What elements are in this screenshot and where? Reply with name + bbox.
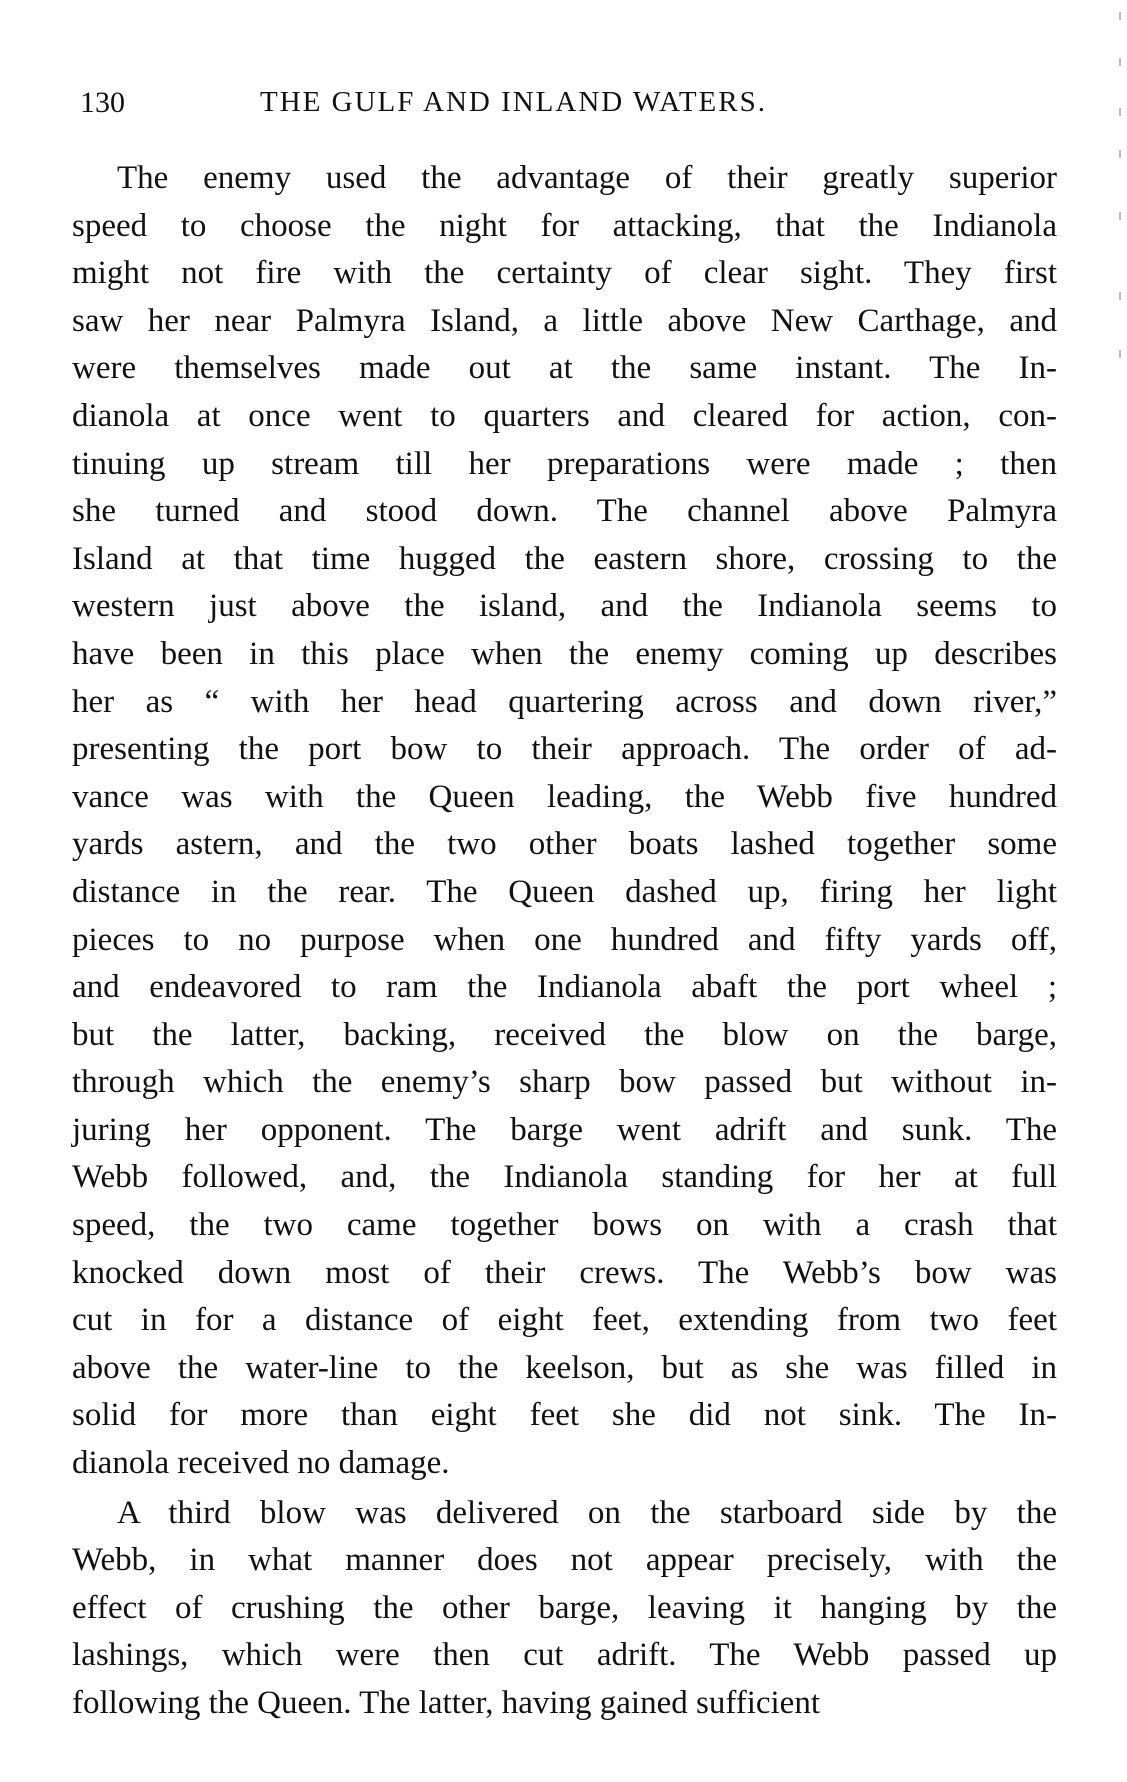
text-line: were themselves made out at the same instant. The In-: [72, 350, 1057, 387]
text-line: lashings, which were then cut adrift. The Webb passed up: [72, 1637, 1057, 1674]
paragraph-2: [72, 1490, 1057, 1728]
text-line: but the latter, backing, received the blow on the barge,: [72, 1016, 1057, 1053]
text-line: above the water-line to the keelson, but as she was filled in: [72, 1349, 1057, 1386]
text-line: dianola at once went to quarters and cleared for action, con-: [72, 397, 1057, 434]
text-line: and endeavored to ram the Indianola abaft the port wheel ;: [72, 969, 1057, 1006]
text-line: presenting the port bow to their approach. The order of ad-: [72, 731, 1057, 768]
text-line: she turned and stood down. The channel above Palmyra: [72, 493, 1057, 530]
page-number: 130: [80, 86, 125, 119]
text-line: effect of crushing the other barge, leaving it hanging by the: [72, 1589, 1057, 1626]
text-line: following the Queen. The latter, having gained sufficient: [72, 1685, 820, 1721]
text-line: speed to choose the night for attacking, that the Indianola: [72, 207, 1057, 244]
text-line: vance was with the Queen leading, the Webb five hundred: [72, 778, 1057, 815]
text-line: Island at that time hugged the eastern shore, crossing to the: [72, 540, 1057, 577]
text-line: tinuing up stream till her preparations were made ; then: [72, 445, 1057, 482]
text-line: pieces to no purpose when one hundred and fifty yards off,: [72, 921, 1057, 958]
page-edge-marks: [1115, 0, 1121, 1782]
text-line: The enemy used the advantage of their greatly superior: [117, 160, 1057, 196]
text-line: distance in the rear. The Queen dashed up, firing her light: [72, 873, 1057, 910]
text-line: through which the enemy’s sharp bow passed but without in-: [72, 1064, 1057, 1101]
text-line: cut in for a distance of eight feet, extending from two feet: [72, 1302, 1057, 1339]
text-line: juring her opponent. The barge went adrift and sunk. The: [72, 1111, 1057, 1148]
paragraph-1: [72, 155, 1057, 1488]
text-line: speed, the two came together bows on with a crash that: [72, 1207, 1057, 1244]
text-line: might not fire with the certainty of clear sight. They first: [72, 255, 1057, 292]
text-line: saw her near Palmyra Island, a little above New Carthage, and: [72, 302, 1057, 339]
text-line: have been in this place when the enemy coming up describes: [72, 635, 1057, 672]
running-title: THE GULF AND INLAND WATERS.: [260, 86, 767, 118]
text-line: yards astern, and the two other boats lashed together some: [72, 826, 1057, 863]
text-line: A third blow was delivered on the starboard side by the: [117, 1494, 1057, 1531]
text-line: western just above the island, and the Indianola seems to: [72, 588, 1057, 625]
text-line: solid for more than eight feet she did not sink. The In-: [72, 1397, 1057, 1434]
text-line: her as “ with her head quartering across and down river,”: [72, 683, 1057, 720]
running-head: [80, 86, 1040, 126]
text-line: Webb, in what manner does not appear precisely, with the: [72, 1542, 1057, 1579]
text-line: dianola received no damage.: [72, 1445, 450, 1482]
text-line: Webb followed, and, the Indianola standing for her at full: [72, 1159, 1057, 1196]
body-text: [72, 155, 1057, 1728]
text-line: knocked down most of their crews. The Webb’s bow was: [72, 1254, 1057, 1291]
